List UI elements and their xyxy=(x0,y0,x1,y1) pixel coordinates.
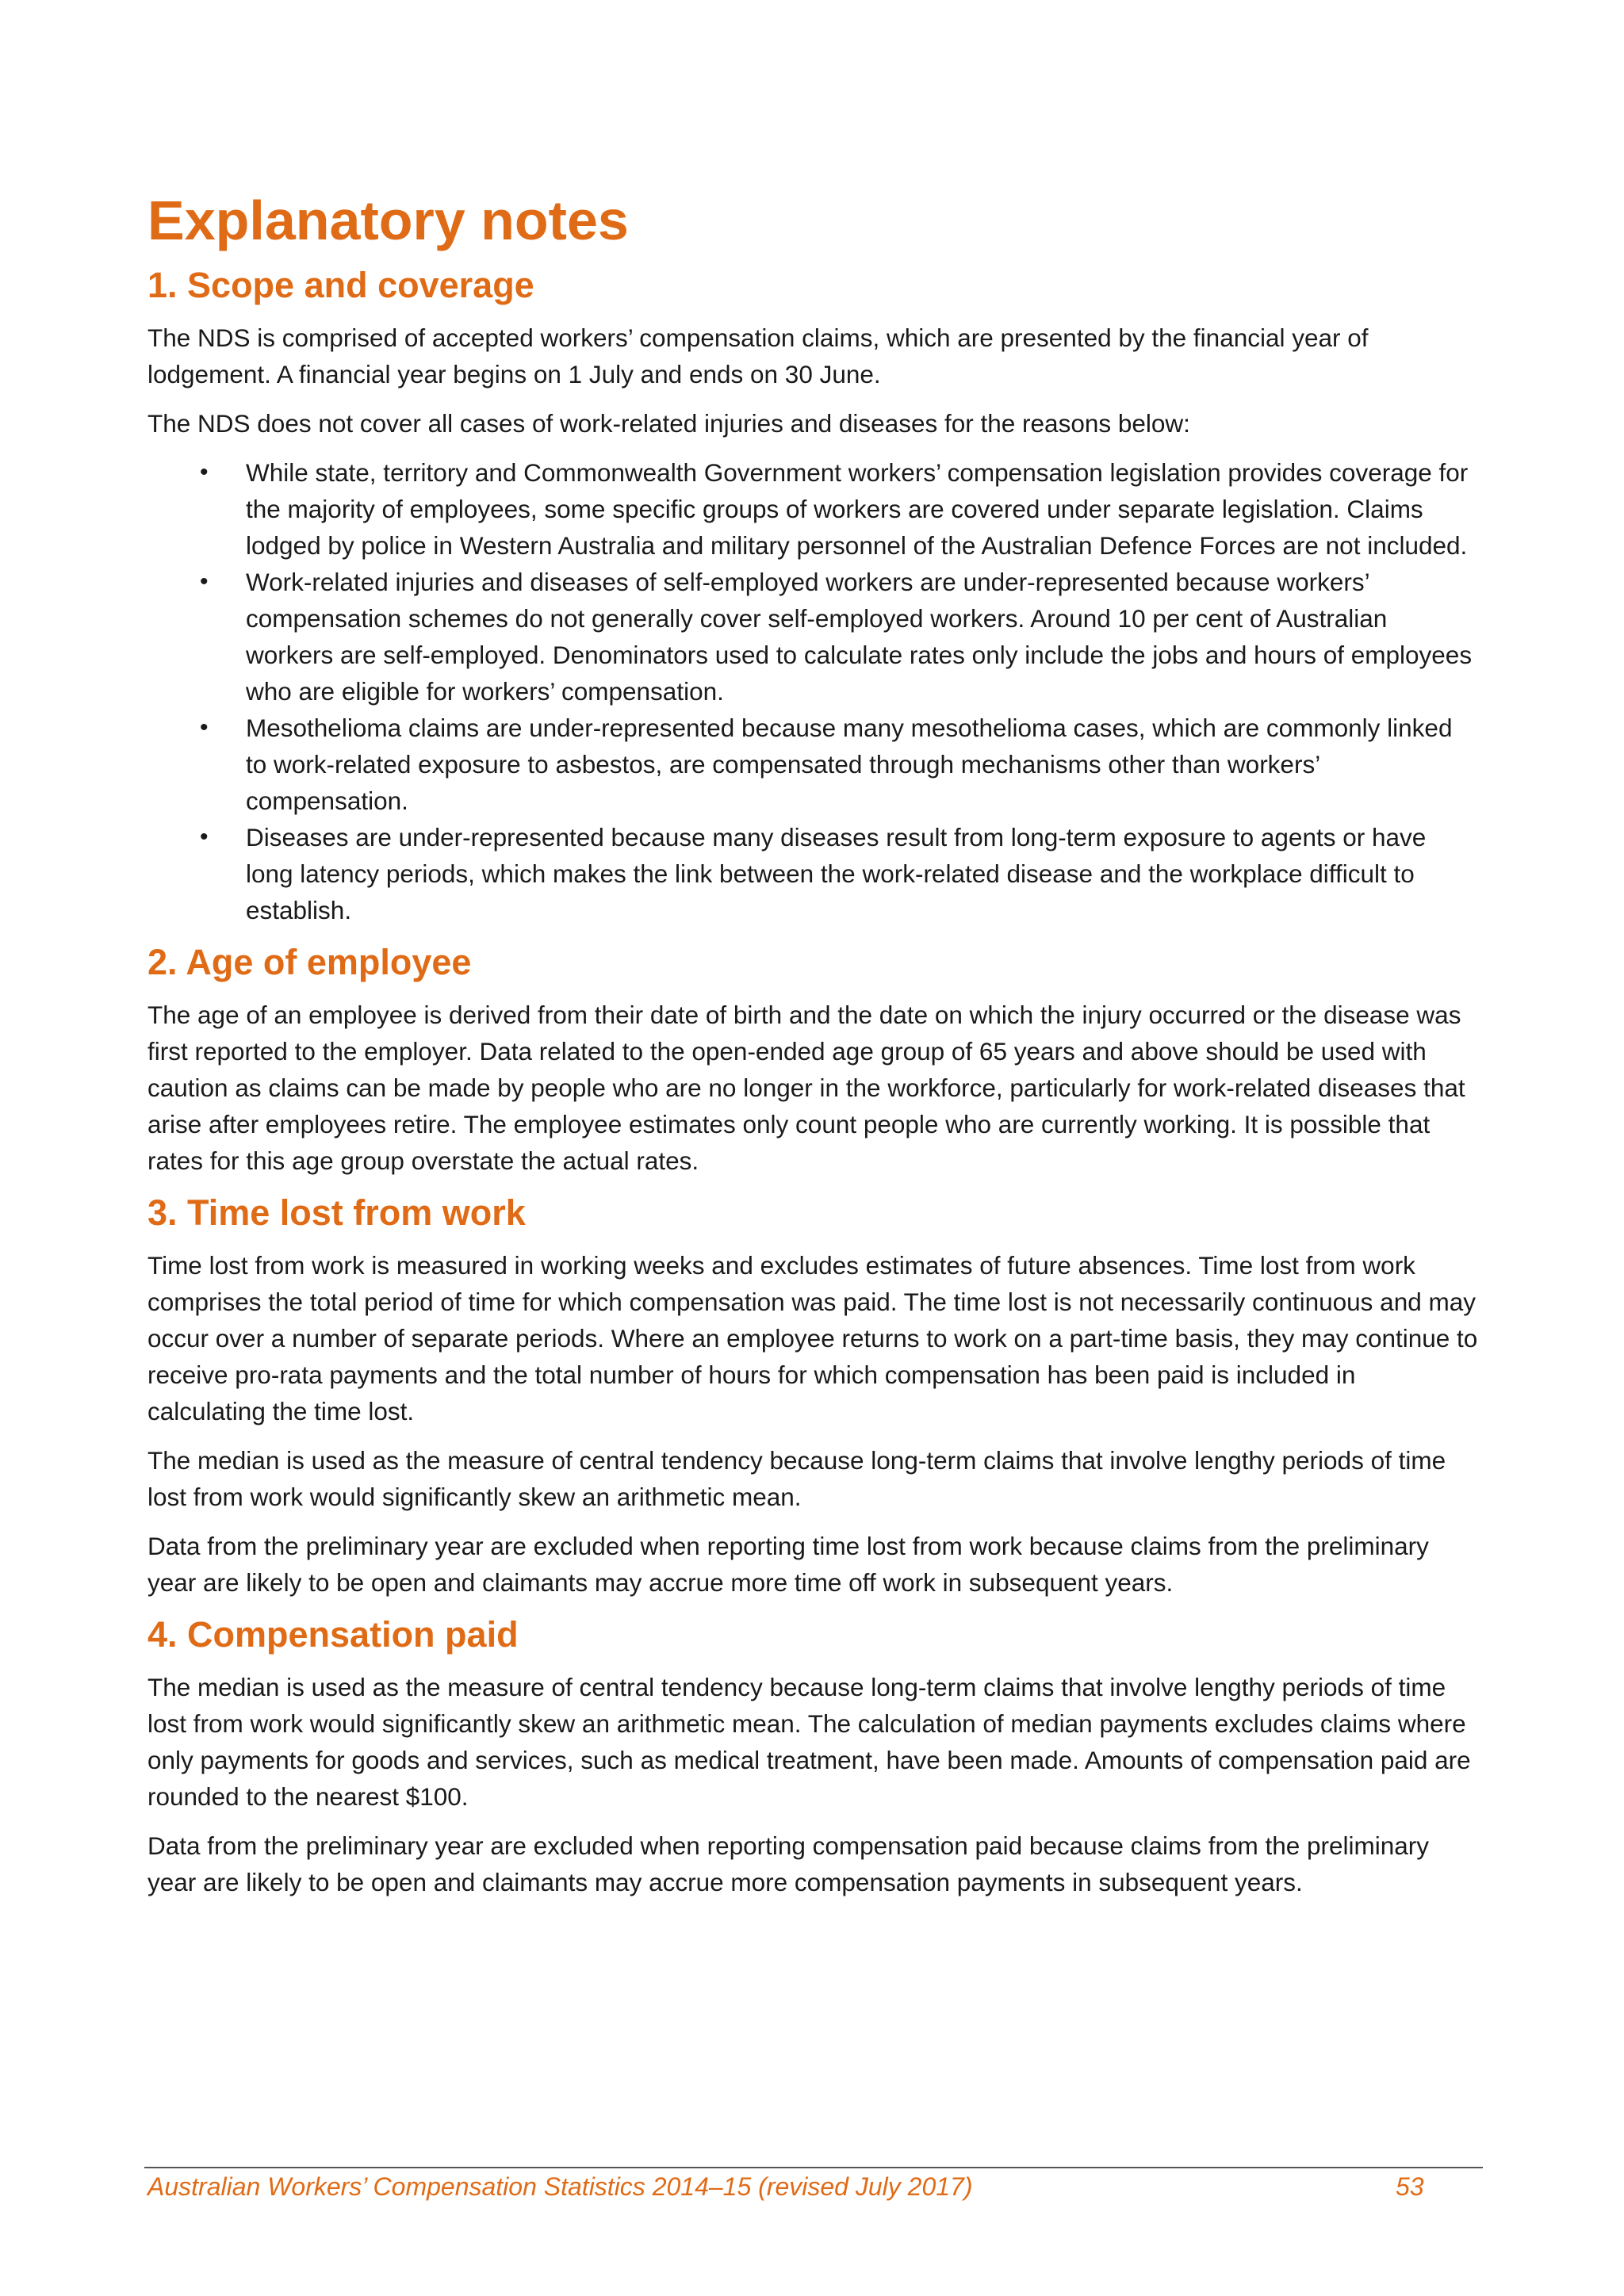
paragraph: The median is used as the measure of central tendency because long-term claims that involve lengthy periods of time lost from work would significantly skew an arithmetic mean. xyxy=(147,1446,1446,1511)
section-scope-and-coverage xyxy=(147,264,1480,928)
bullet-text: Diseases are under-represented because many diseases result from long-term exposure to agents or have long latency periods, which makes the link between the work-related disease and the workplace difficult to establish. xyxy=(246,823,1427,924)
footer-publication-title: Australian Workers’ Compensation Statistics 2014–15 (revised July 2017) xyxy=(147,2172,973,2201)
bullet-icon: • xyxy=(200,568,209,595)
paragraph: The age of an employee is derived from their date of birth and the date on which the injury occurred or the disease was first reported to the employer. Data related to the open-ended age group of 65 years and above should be used with caution as claims can be made by people who are no longer in the workforce, particularly for work-related diseases that arise after employees retire. The employee estimates only count people who are currently working. It is possible that rates for this age group overstate the actual rates. xyxy=(147,1001,1465,1175)
paragraph: Time lost from work is measured in working weeks and excludes estimates of future absences. Time lost from work comprises the total period of time for which compensation was paid. The time lost is not necessarily continuous and may occur over a number of separate periods. Where an employee returns to work on a part-time basis, they may continue to receive pro-rata payments and the total number of hours for which compensation has been paid is included in calculating the time lost. xyxy=(147,1251,1478,1425)
section-heading: 4. Compensation paid xyxy=(147,1614,519,1655)
section-heading: 3. Time lost from work xyxy=(147,1192,526,1233)
bullet-item xyxy=(147,710,1480,819)
paragraph: Data from the preliminary year are excluded when reporting compensation paid because claims from the preliminary year are likely to be open and claimants may accrue more compensation payments in subsequent years. xyxy=(147,1831,1430,1896)
page-content xyxy=(147,190,1480,1913)
paragraph: Data from the preliminary year are excluded when reporting time lost from work because claims from the preliminary year are likely to be open and claimants may accrue more time off work in subsequent years. xyxy=(147,1532,1429,1597)
section-age-of-employee xyxy=(147,941,1480,1179)
section-heading: 1. Scope and coverage xyxy=(147,265,534,305)
section-heading: 2. Age of employee xyxy=(147,942,472,982)
section-time-lost-from-work xyxy=(147,1192,1480,1601)
footer-divider xyxy=(144,2167,1483,2168)
bullet-list xyxy=(147,454,1480,928)
bullet-text: Work-related injuries and diseases of self-employed workers are under-represented because workers’ compensation schemes do not generally cover self-employed workers. Around 10 per cent of Australian workers are self-employed. Denominators used to calculate rates only include the jobs and hours of employees who are eligible for workers’ compensation. xyxy=(246,568,1473,706)
bullet-icon: • xyxy=(200,459,209,485)
page-title: Explanatory notes xyxy=(147,189,629,251)
paragraph: The NDS does not cover all cases of work-related injuries and diseases for the reasons below: xyxy=(147,409,1190,438)
paragraph: The median is used as the measure of central tendency because long-term claims that involve lengthy periods of time lost from work would significantly skew an arithmetic mean. The calculation of median payments excludes claims where only payments for goods and services, such as medical treatment, have been made. Amounts of compensation paid are rounded to the nearest $100. xyxy=(147,1673,1471,1811)
section-compensation-paid xyxy=(147,1613,1480,1900)
bullet-item xyxy=(147,819,1480,928)
bullet-item xyxy=(147,454,1480,564)
bullet-text: While state, territory and Commonwealth Government workers’ compensation legislation provides coverage for the majority of employees, some specific groups of workers are covered under separate legislation. Claims lodged by police in Western Australia and military personnel of the Australian Defence Forces are not included. xyxy=(246,458,1469,560)
bullet-text: Mesothelioma claims are under-represented because many mesothelioma cases, which are commonly linked to work-related exposure to asbestos, are compensated through mechanisms other than workers’ compensation. xyxy=(246,714,1453,815)
bullet-item xyxy=(147,564,1480,710)
bullet-icon: • xyxy=(200,714,209,740)
paragraph: The NDS is comprised of accepted workers’ compensation claims, which are presented by the financial year of lodgement. A financial year begins on 1 July and ends on 30 June. xyxy=(147,323,1369,388)
footer-page-number: 53 xyxy=(1396,2172,1424,2201)
bullet-icon: • xyxy=(200,824,209,850)
